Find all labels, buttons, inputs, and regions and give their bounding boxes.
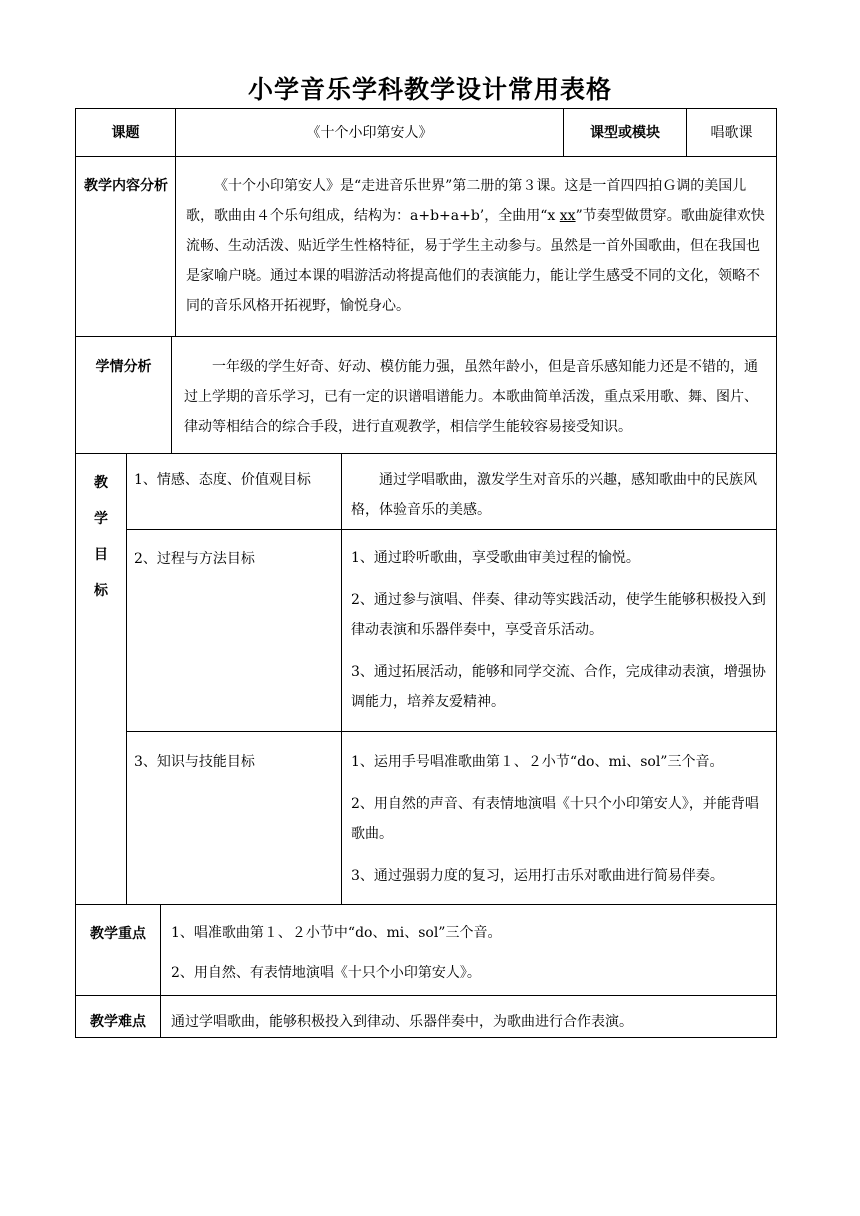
key-point-item: 2、用自然、有表情地演唱《十只个小印第安人》。 [171,965,481,981]
objective-item: 1、运用手号唱准歌曲第１、２小节“do、mi、sol”三个音。 [351,754,724,770]
objective-item: 2、用自然的声音、有表情地演唱《十只个小印第安人》，并能背唱歌曲。 [351,796,759,842]
difficulties-label: 教学难点 [90,1014,146,1030]
row-divider [76,336,776,337]
difficulties-text: 通过学唱歌曲，能够积极投入到律动、乐器伴奏中，为歌曲进行合作表演。 [171,1014,633,1030]
row-divider [76,156,776,157]
page-title: 小学音乐学科教学设计常用表格 [247,75,612,104]
lesson-design-table [75,108,777,1038]
column-divider [126,453,127,904]
row-divider [76,453,776,454]
content-analysis-text-part2: ”节奏型做贯穿。歌曲旋律欢快流畅、生动活泼、贴近学生性格特征，易于学生主动参与。虽然是一首外国歌曲，但在我国也是家喻户晓。通过本课的唱游活动将提高他们的表演能力，能让学生感受不同的文化，领略不同的音乐风格开拓视野，愉悦身心。 [186,208,765,314]
objectives-label-char: 学 [94,511,108,527]
objective-item: 1、通过聆听歌曲，享受歌曲审美过程的愉悦。 [351,550,640,566]
type-value: 唱歌课 [710,125,753,141]
objective-detail-emotion: 通过学唱歌曲，激发学生对音乐的兴趣，感知歌曲中的民族风格，体验音乐的美感。 [351,472,757,518]
objective-item: 3、通过拓展活动，能够和同学交流、合作，完成律动表演，增强协调能力，培养友爱精神。 [351,664,766,710]
objective-name-emotion: 1、情感、态度、价值观目标 [134,472,311,488]
objectives-label-char: 目 [94,547,108,563]
topic-value: 《十个小印第安人》 [306,125,433,141]
column-divider [160,904,161,1038]
objectives-label [91,465,111,609]
objective-detail-knowledge [351,747,766,903]
row-divider [76,995,776,996]
objective-name-process: 2、过程与方法目标 [134,551,255,567]
objectives-label-char: 教 [94,475,108,491]
objective-name-knowledge: 3、知识与技能目标 [134,754,255,770]
key-points-detail [171,918,766,988]
rhythm-note-b: xx [559,208,576,224]
rhythm-note-a: x [547,208,556,224]
column-divider [341,453,342,904]
content-analysis-text [186,171,766,321]
column-divider [171,336,172,453]
content-analysis-label: 教学内容分析 [84,178,168,194]
objective-item: 3、通过强弱力度的复习，运用打击乐对歌曲进行简易伴奏。 [351,868,724,884]
student-analysis-text: 一年级的学生好奇、好动、模仿能力强，虽然年龄小，但是音乐感知能力还是不错的，通过上学期的音乐学习，已有一定的识谱唱谱能力。本歌曲简单活泼，重点采用歌、舞、图片、律动等相结合的综合手段，进行直观教学，相信学生能较容易接受知识。 [184,359,758,435]
objectives-label-char: 标 [94,583,108,599]
topic-label: 课题 [111,125,140,141]
objective-item: 2、通过参与演唱、伴奏、律动等实践活动，使学生能够积极投入到律动表演和乐器伴奏中，享受音乐活动。 [351,592,766,638]
row-divider [126,529,776,530]
key-point-item: 1、唱准歌曲第１、２小节中“do、mi、sol”三个音。 [171,925,502,941]
objective-detail-process [351,543,766,729]
type-label: 课型或模块 [590,125,660,141]
key-points-label: 教学重点 [90,926,146,942]
content-analysis-text-part1: 《十个小印第安人》是“走进音乐世界”第二册的第３课。这是一首四四拍Ｇ调的美国儿歌，歌曲由４个乐句组成，结构为：a+b+a+b’，全曲用“ [186,178,747,224]
student-analysis-label: 学情分析 [95,359,152,375]
row-divider [126,731,776,732]
row-divider [76,904,776,905]
